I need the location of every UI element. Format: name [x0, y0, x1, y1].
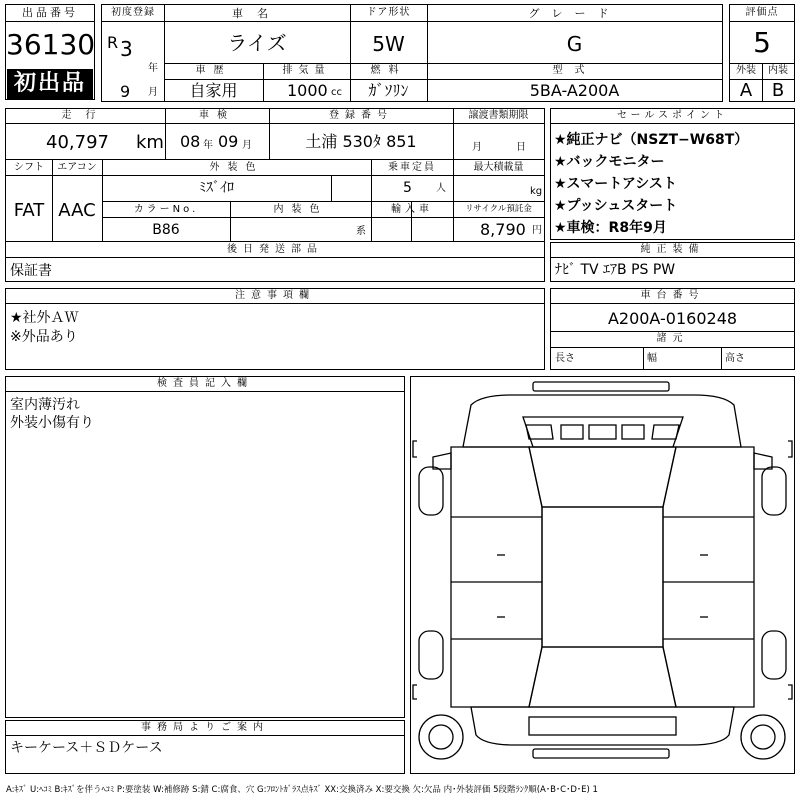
first-reg-label: 初度登録 — [111, 7, 155, 18]
office-notes-label: 事務局よりご案内 — [141, 722, 269, 733]
equipment-box — [550, 242, 795, 282]
dims-label: 諸元 — [656, 333, 689, 344]
first-listing-badge: 初出品 — [7, 69, 93, 99]
lot-number-label: 出品番号 — [22, 6, 78, 19]
sales-point-item: ★車検：R8年9月 — [554, 220, 667, 236]
grade-label: グレード — [528, 7, 621, 20]
max-load-label: 最大積載量 — [473, 162, 524, 173]
transfer-day-unit: 日 — [516, 142, 526, 153]
later-parts: 保証書 — [10, 263, 52, 279]
lot-number: 36130 — [6, 28, 96, 61]
lot-number-box — [5, 4, 95, 100]
first-reg-era: R — [107, 33, 119, 52]
ext-color-label: 外装色 — [209, 162, 264, 173]
score-label: 評価点 — [745, 7, 779, 18]
office-notes-box — [5, 720, 405, 774]
sales-point-item: ★純正ナビ（NSZT−W68T） — [554, 132, 749, 148]
sales-point-item: ★バックモニター — [554, 154, 665, 170]
car-diagram-box — [410, 376, 795, 774]
equipment: ﾅﾋﾞ TV ｴｱB PS PW — [555, 262, 676, 278]
transfer-deadline-label: 譲渡書類期限 — [468, 110, 529, 121]
door-label: ドア形状 — [366, 7, 411, 18]
sales-points-box — [550, 108, 795, 240]
recycle-unit: 円 — [532, 225, 542, 236]
capacity: 5 — [403, 180, 412, 196]
fuel: ｶﾞｿﾘﾝ — [368, 81, 409, 100]
first-reg-year-unit: 年 — [148, 63, 158, 74]
first-reg-month: 9 — [120, 82, 131, 101]
mileage-label: 走行 — [61, 110, 110, 121]
chassis-number: A200A-0160248 — [607, 309, 738, 328]
overall-score: 5 — [753, 26, 771, 59]
length-label: 長さ — [555, 353, 575, 364]
later-parts-label: 後日発送部品 — [227, 244, 323, 255]
car-name-label: 車名 — [232, 7, 282, 20]
color-number: B86 — [152, 222, 180, 238]
recycle-label: リサイクル預託金 — [465, 204, 532, 214]
inspector-label: 検査員記入欄 — [157, 378, 253, 389]
int-color-label: 内装色 — [273, 204, 328, 215]
car-name: ライズ — [227, 31, 287, 55]
color-no-label: カラーNo. — [133, 204, 199, 215]
inspector-line: 室内薄汚れ — [10, 397, 80, 413]
history-label: 車歴 — [195, 65, 232, 76]
notes-box — [5, 288, 545, 370]
ext-color: ﾐｽﾞｲﾛ — [199, 180, 234, 196]
fuel-label: 燃料 — [370, 65, 407, 76]
model-code: 5BA-A200A — [529, 81, 620, 100]
inspector-line: 外装小傷有り — [10, 415, 94, 431]
inspection-month: 09 — [218, 132, 239, 151]
vehicle-details-box — [5, 108, 545, 282]
inspection-year-unit: 年 — [203, 140, 213, 151]
car-body-diagram — [411, 377, 794, 773]
car-history: 自家用 — [189, 81, 238, 100]
plate-number: 土浦 530ﾀ 851 — [305, 132, 417, 151]
inspection-month-unit: 月 — [242, 140, 252, 151]
sales-points-label: セールスポイント — [616, 110, 729, 121]
first-reg-month-unit: 月 — [148, 87, 158, 98]
transfer-month-unit: 月 — [472, 142, 482, 153]
main-info-box — [101, 4, 723, 102]
capacity-unit: 人 — [436, 183, 446, 194]
import-label: 輸入車 — [391, 204, 433, 215]
shift: FAT — [13, 200, 45, 221]
mileage: 40,797 — [46, 132, 109, 153]
first-reg-year: 3 — [120, 37, 133, 61]
capacity-label: 乗車定員 — [388, 162, 436, 173]
grade: G — [566, 32, 583, 56]
sales-point-item: ★プッシュスタート — [554, 198, 678, 214]
chassis-label: 車台番号 — [640, 290, 705, 301]
door-type: 5W — [372, 32, 405, 56]
recycle-fee: 8,790 — [480, 220, 526, 239]
air-conditioner: AAC — [58, 200, 96, 221]
inspection-label: 車検 — [199, 110, 235, 121]
shift-label: シフト — [14, 162, 44, 173]
notes-label: 注意事項欄 — [235, 290, 315, 301]
displacement-unit: cc — [331, 87, 342, 98]
score-box — [729, 4, 795, 102]
inspector-box — [5, 376, 405, 718]
int-color-unit: 系 — [356, 226, 366, 237]
office-notes: キーケース＋ＳＤケース — [10, 740, 163, 756]
interior-grade: B — [771, 80, 785, 101]
note-line: ※外品あり — [10, 329, 78, 345]
model-label: 型式 — [552, 65, 597, 76]
equipment-label: 純正装備 — [640, 244, 705, 255]
displacement-label: 排気量 — [282, 65, 331, 76]
max-load-unit: kg — [530, 186, 543, 197]
mileage-unit: km — [136, 132, 164, 153]
chassis-box — [550, 288, 795, 370]
sales-point-item: ★スマートアシスト — [554, 176, 677, 192]
ac-label: エアコン — [57, 162, 97, 173]
inspection-year: 08 — [180, 132, 201, 151]
height-label: 高さ — [725, 353, 745, 364]
displacement: 1000 — [287, 81, 328, 100]
damage-legend: A:ｷｽﾞ U:ﾍｺﾐ B:ｷｽﾞを伴うﾍｺﾐ P:要塗装 W:補修跡 S:錆 C:腐食、穴 G:ﾌﾛﾝﾄｶﾞﾗｽ点ｷｽﾞ XX:交換済み X:要交換 欠:欠品 内･外装評価 5段階ﾗﾝｸ順(A･B･C･D･E) 1 — [6, 785, 598, 795]
width-label: 幅 — [647, 353, 657, 364]
interior-label: 内装 — [768, 65, 788, 76]
exterior-label: 外装 — [736, 65, 756, 76]
plate-label: 登録番号 — [329, 110, 393, 121]
note-line: ★社外ＡＷ — [10, 310, 79, 326]
exterior-grade: A — [739, 80, 753, 101]
